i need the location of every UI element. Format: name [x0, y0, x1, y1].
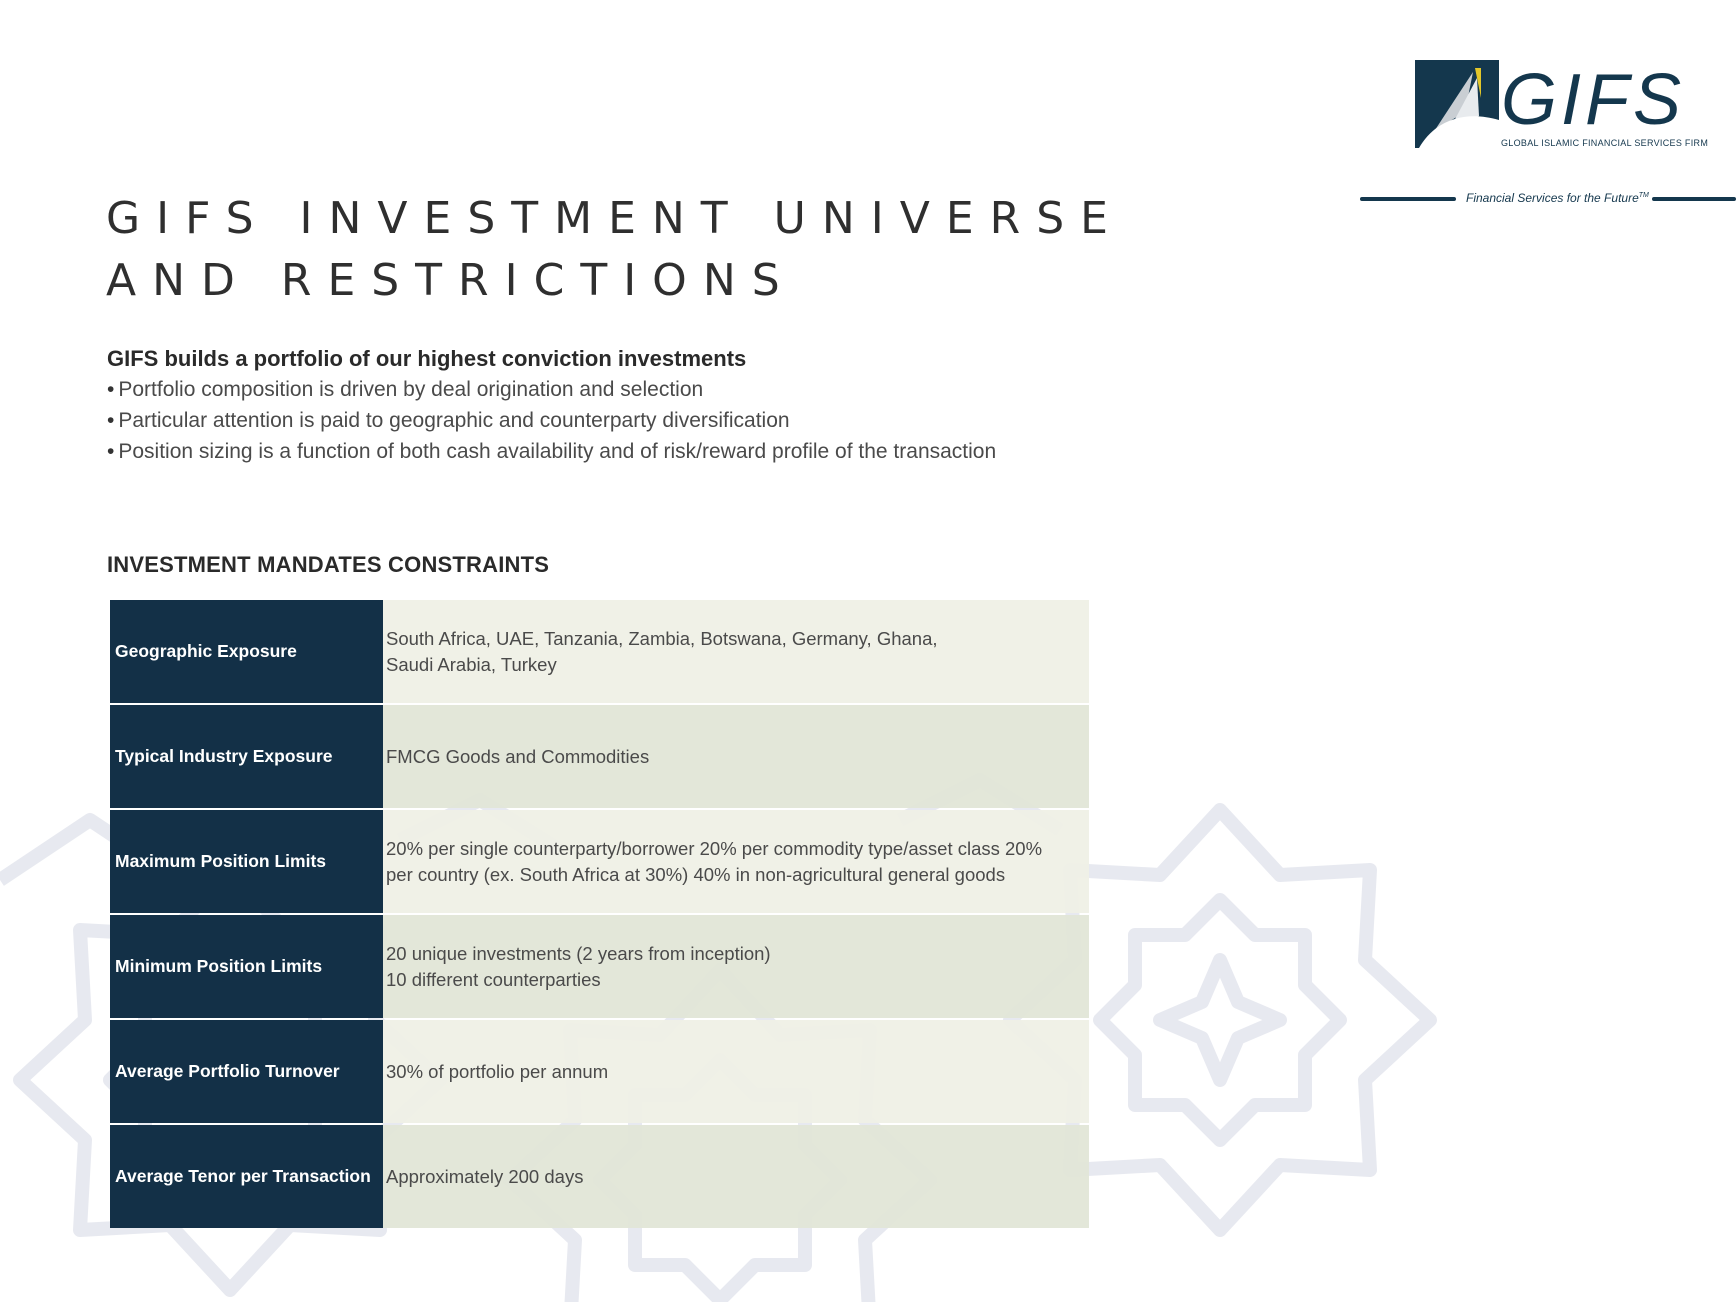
table-row	[110, 1020, 1089, 1123]
logo-emblem-icon	[1415, 60, 1499, 148]
row-value-line: South Africa, UAE, Tanzania, Zambia, Botswana, Germany, Ghana,	[386, 627, 938, 649]
row-value-line: 20% per single counterparty/borrower 20% per commodity type/asset class 20%	[386, 837, 1043, 859]
tagline-row	[1360, 190, 1736, 210]
row-value-line: 10 different counterparties	[386, 968, 601, 990]
intro-heading: GIFS builds a portfolio of our highest conviction investments	[107, 346, 747, 371]
bullet-item: • Particular attention is paid to geographic and counterparty diversification	[107, 405, 1107, 436]
logo-wordmark: GIFS	[1501, 60, 1686, 140]
constraints-heading: INVESTMENT MANDATES CONSTRAINTS	[107, 552, 550, 577]
constraints-table	[110, 598, 1089, 1230]
intro-bullet-list	[107, 374, 1107, 467]
bullet-item: • Portfolio composition is driven by deal origination and selection	[107, 374, 1107, 405]
page-title-line-2: AND RESTRICTIONS	[106, 255, 796, 306]
row-value-line: Approximately 200 days	[386, 1165, 584, 1187]
page-title	[106, 188, 1124, 312]
table-row	[110, 810, 1089, 913]
row-label: Minimum Position Limits	[110, 915, 383, 1018]
row-value	[383, 915, 1089, 1018]
row-value	[383, 600, 1089, 703]
row-label: Average Tenor per Transaction	[110, 1125, 383, 1228]
tagline-rule-right	[1652, 197, 1736, 201]
row-value-line: per country (ex. South Africa at 30%) 40% in non-agricultural general goods	[386, 863, 1006, 885]
logo-subtitle: GLOBAL ISLAMIC FINANCIAL SERVICES FIRM	[1501, 138, 1709, 148]
row-label: Maximum Position Limits	[110, 810, 383, 913]
row-value	[383, 1020, 1089, 1123]
row-label: Geographic Exposure	[110, 600, 383, 703]
row-label: Average Portfolio Turnover	[110, 1020, 383, 1123]
row-value	[383, 810, 1089, 913]
row-label: Typical Industry Exposure	[110, 705, 383, 808]
intro-section	[107, 346, 1107, 467]
table-row	[110, 705, 1089, 808]
page-title-line-1: GIFS INVESTMENT UNIVERSE	[106, 193, 1124, 244]
bullet-item: • Position sizing is a function of both cash availability and of risk/reward profile of the transaction	[107, 436, 1107, 467]
tagline: Financial Services for the Future™	[1466, 191, 1649, 205]
tagline-rule-left	[1360, 197, 1456, 201]
row-value-line: 20 unique investments (2 years from inception)	[386, 942, 771, 964]
row-value	[383, 1125, 1089, 1228]
row-value	[383, 705, 1089, 808]
table-row	[110, 1125, 1089, 1228]
gifs-logo	[1415, 58, 1709, 158]
table-row	[110, 600, 1089, 703]
trademark-mark: TM	[1638, 192, 1649, 199]
table-row	[110, 915, 1089, 1018]
row-value-line: FMCG Goods and Commodities	[386, 745, 650, 767]
row-value-line: Saudi Arabia, Turkey	[386, 653, 557, 675]
row-value-line: 30% of portfolio per annum	[386, 1060, 609, 1082]
